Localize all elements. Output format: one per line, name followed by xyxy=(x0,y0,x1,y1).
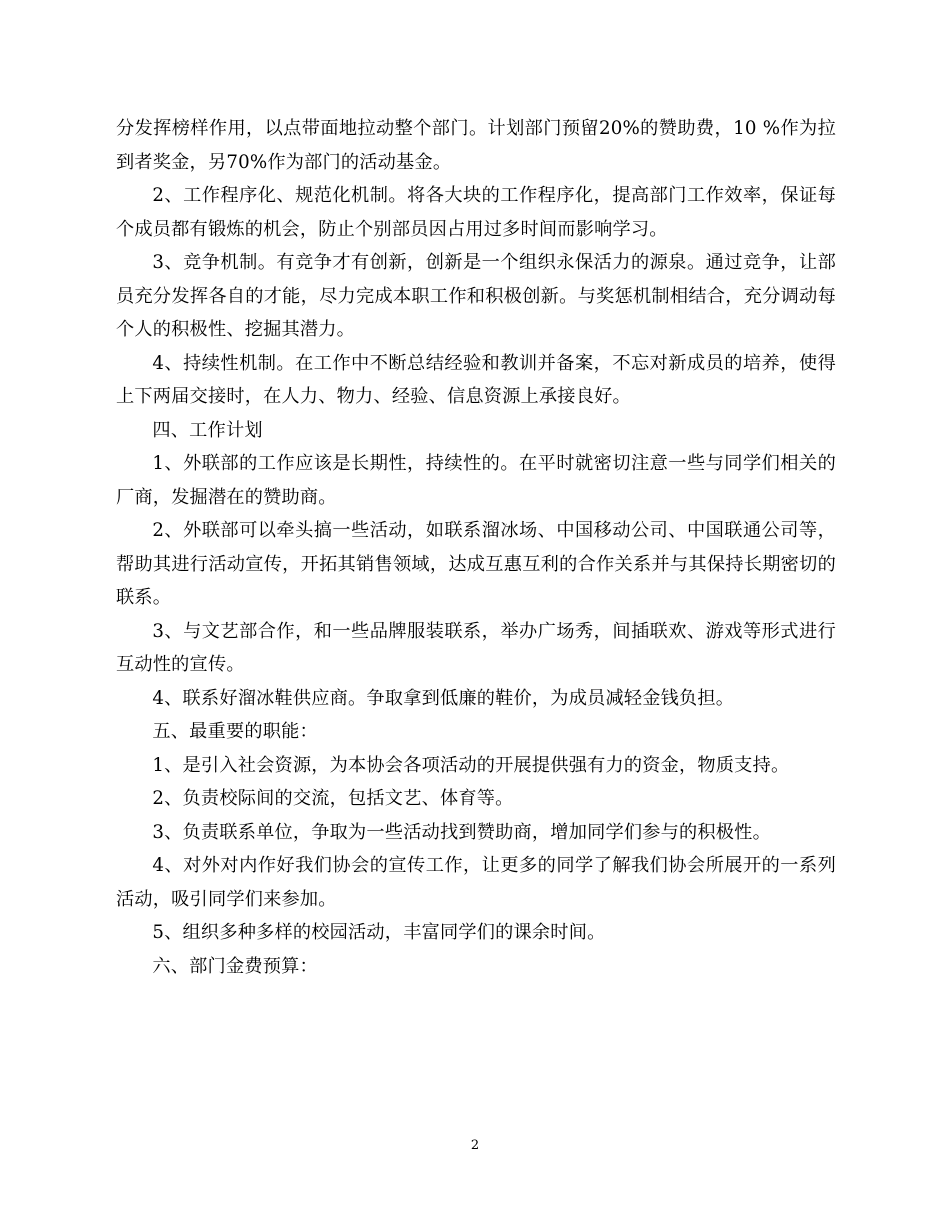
paragraph-mechanism-3: 3、竞争机制。有竞争才有创新，创新是一个组织永保活力的源泉。通过竞争，让部员充分发挥各自的才能，尽力完成本职工作和积极创新。与奖惩机制相结合，充分调动每个人的积极性、挖掘其潜力。 xyxy=(116,252,836,340)
paragraph-function-3: 3、负责联系单位，争取为一些活动找到赞助商，增加同学们参与的积极性。 xyxy=(152,821,771,843)
paragraph-function-5: 5、组织多种多样的校园活动，丰富同学们的课余时间。 xyxy=(152,922,606,943)
section-heading-budget: 六、部门金费预算： xyxy=(152,955,318,977)
paragraph-plan-4: 4、联系好溜冰鞋供应商。争取拿到低廉的鞋价，为成员减轻金钱负担。 xyxy=(152,687,735,709)
section-heading-functions: 五、最重要的职能： xyxy=(152,721,318,742)
paragraph-plan-2: 2、外联部可以牵头搞一些活动，如联系溜冰场、中国移动公司、中国联通公司等，帮助其进行活动宣传，开拓其销售领域，达成互惠互利的合作关系并与其保持长期密切的联系。 xyxy=(116,520,836,608)
section-heading-work-plan: 四、工作计划 xyxy=(152,419,263,441)
document-body xyxy=(116,112,836,983)
paragraph-continuation: 分发挥榜样作用，以点带面地拉动整个部门。计划部门预留20%的赞助费，10 %作为拉到者奖金，另70%作为部门的活动基金。 xyxy=(116,118,836,173)
page-number: 2 xyxy=(470,1138,480,1153)
paragraph-function-2: 2、负责校际间的交流，包括文艺、体育等。 xyxy=(152,788,514,809)
paragraph-function-4: 4、对外对内作好我们协会的宣传工作，让更多的同学了解我们协会所展开的一系列活动，吸引同学们来参加。 xyxy=(116,855,836,910)
paragraph-mechanism-4: 4、持续性机制。在工作中不断总结经验和教训并备案，不忘对新成员的培养，使得上下两届交接时，在人力、物力、经验、信息资源上承接良好。 xyxy=(116,352,836,407)
paragraph-plan-3: 3、与文艺部合作，和一些品牌服装联系，举办广场秀，间插联欢、游戏等形式进行互动性的宣传。 xyxy=(116,620,836,675)
paragraph-plan-1: 1、外联部的工作应该是长期性，持续性的。在平时就密切注意一些与同学们相关的厂商，发掘潜在的赞助商。 xyxy=(116,453,836,508)
paragraph-function-1: 1、是引入社会资源，为本协会各项活动的开展提供强有力的资金，物质支持。 xyxy=(152,754,790,776)
paragraph-mechanism-2: 2、工作程序化、规范化机制。将各大块的工作程序化，提高部门工作效率，保证每个成员都有锻炼的机会，防止个别部员因占用过多时间而影响学习。 xyxy=(116,185,836,240)
